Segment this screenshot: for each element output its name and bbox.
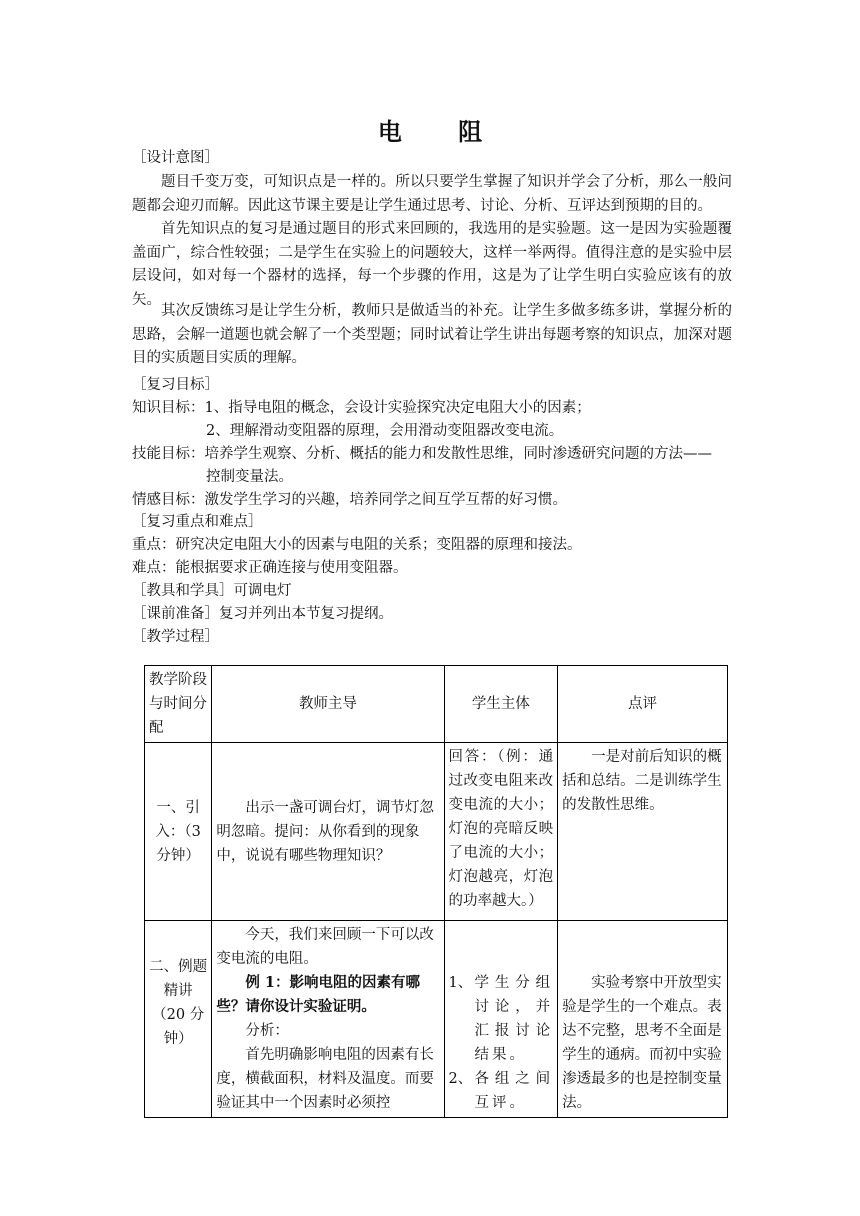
teacher-intro: 今天，我们来回顾一下可以改变电流的电阻。 — [216, 927, 434, 967]
step-text: 各组之间互评。 — [474, 1071, 554, 1111]
header-teacher: 教师主导 — [212, 666, 444, 743]
teacher-cell — [212, 921, 444, 1118]
step-text: 学生分组讨论，并汇报讨论结果。 — [474, 975, 554, 1063]
document-title: 电 阻 — [377, 117, 507, 146]
header-student: 学生主体 — [444, 666, 558, 743]
prep-line: ［课前准备］复习并列出本节复习提纲。 — [132, 606, 393, 622]
step-number: 2、 — [448, 1071, 473, 1087]
analysis-label: 分析： — [245, 1023, 289, 1039]
teacher-text: 出示一盏可调台灯，调节灯忽明忽暗。提问：从你看到的现象中，说说有哪些物理知识？ — [216, 799, 434, 864]
list-item — [449, 1067, 554, 1115]
goals-heading: ［复习目标］ — [132, 377, 219, 393]
comment-text: 一是对前后知识的概括和总结。二是训练学生的发散性思维。 — [562, 749, 722, 813]
example-question: 例 1：影响电阻的因素有哪些？请你设计实验证明。 — [216, 974, 420, 1015]
header-stage: 教学阶段与时间分配 — [145, 666, 212, 743]
table-row — [145, 743, 728, 921]
difficult-point: 难点：能根据要求正确连接与使用变阻器。 — [132, 560, 408, 576]
stage-cell: 一、引入：（3 分钟） — [145, 743, 212, 921]
stage-cell: 二、例题精讲（20 分钟） — [145, 921, 212, 1118]
skill-goal-continued: 控制变量法。 — [206, 469, 293, 485]
key-points-heading: ［复习重点和难点］ — [132, 514, 263, 530]
teacher-cell — [212, 743, 444, 921]
knowledge-goal-1: 知识目标：1、指导电阻的概念，会设计实验探究决定电阻大小的因素； — [132, 400, 591, 416]
process-heading: ［教学过程］ — [132, 629, 219, 645]
comment-text: 实验考察中开放型实验是学生的一个难点。表达不完整，思考不全面是学生的通病。而初中实验渗透最多的也是控制变量法。 — [562, 975, 722, 1111]
table-row — [145, 921, 728, 1118]
table-header-row — [145, 666, 728, 743]
design-paragraph-3: 其次反馈练习是让学生分析，教师只是做适当的补充。让学生多做多练多讲，掌握分析的思路，会解一道题也就会解了一个类型题；同时试着让学生讲出每题考察的知识点，加深对题目的实质题目实质的理解。 — [132, 303, 732, 366]
design-paragraph-1: 题目千变万变，可知识点是一样的。所以只要学生掌握了知识并学会了分析，那么一般问题都会迎刃而解。因此这节课主要是让学生通过思考、讨论、分析、互评达到预期的目的。 — [132, 174, 732, 214]
header-comment: 点评 — [558, 666, 728, 743]
analysis-text: 首先明确影响电阻的因素有长度，横截面积，材料及温度。而要验证其中一个因素时必须控 — [216, 1047, 434, 1111]
key-point: 重点：研究决定电阻大小的因素与电阻的关系；变阻器的原理和接法。 — [132, 537, 582, 553]
design-paragraph-2: 首先知识点的复习是通过题目的形式来回顾的，我选用的是实验题。这一是因为实验题覆盖面广，综合性较强；二是学生在实验上的问题较大，这样一举两得。值得注意的是实验中层层设问，如对每一个器材的选择，每一个步骤的作用，这是为了让学生明白实验应该有的放矢。 — [132, 221, 732, 308]
skill-goal: 技能目标：培养学生观察、分析、概括的能力和发散性思维，同时渗透研究问题的方法—— — [132, 446, 712, 462]
teaching-process-table — [144, 665, 728, 1118]
step-number: 1、 — [448, 975, 473, 991]
tools-line: ［教具和学具］可调电灯 — [132, 583, 292, 599]
design-heading: ［设计意图］ — [132, 150, 219, 166]
emotion-goal: 情感目标：激发学生学习的兴趣，培养同学之间互学互帮的好习惯。 — [132, 492, 567, 508]
list-item — [449, 971, 554, 1067]
knowledge-goal-2: 2、理解滑动变阻器的原理，会用滑动变阻器改变电流。 — [206, 423, 564, 439]
comment-cell — [558, 743, 728, 921]
student-cell: 回答：（例：通过改变电阻来改变电流的大小；灯泡的亮暗反映了电流的大小；灯泡越亮，灯泡的功率越大。） — [444, 743, 558, 921]
student-cell — [444, 921, 558, 1118]
comment-cell — [558, 921, 728, 1118]
student-steps — [449, 971, 554, 1115]
